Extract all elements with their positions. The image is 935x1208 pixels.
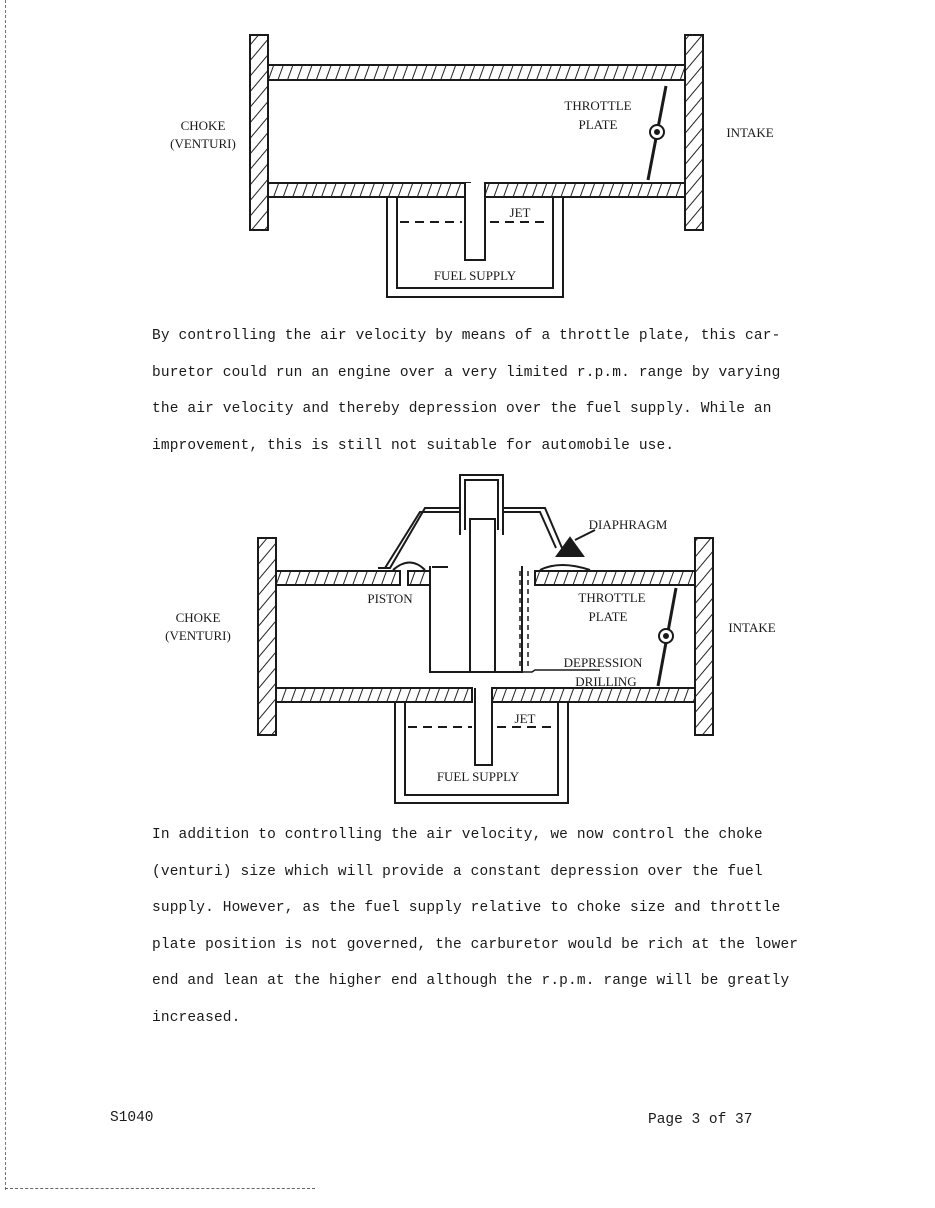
label-plate: PLATE [588,609,628,624]
right-flange [695,538,713,735]
label-choke: CHOKE [180,118,226,133]
label-intake: INTAKE [728,620,776,635]
piston-rod [470,519,495,672]
top-wall [268,65,685,80]
label-choke: CHOKE [175,610,221,625]
label-plate: PLATE [578,117,618,132]
document-id: S1040 [110,1110,154,1126]
bottom-wall-left [276,688,472,702]
bottom-wall-right [492,688,695,702]
paragraph-throttle-plate: By controlling the air velocity by means of a throttle plate, this car- buretor could run an engine over a very limited r.p.m. range by varying the air velocity and thereby depression over the fuel supply. While an improvement, this is still not suitable for automobile use. [152,328,781,454]
bottom-wall-left [268,183,470,197]
label-intake: INTAKE [726,125,774,140]
diaphragm-left [393,563,425,571]
left-flange [258,538,276,735]
label-venturi: (VENTURI) [165,628,231,643]
label-throttle: THROTTLE [578,590,646,605]
bottom-wall-right [485,183,685,197]
left-flange [250,35,268,230]
label-fuel-supply: FUEL SUPPLY [433,268,517,283]
jet-tube [465,183,485,260]
label-throttle: THROTTLE [564,98,632,113]
label-jet: JET [514,711,536,726]
top-wall-right [535,571,695,585]
diagram-simple-carburetor [250,35,703,297]
label-depression: DEPRESSION [563,655,643,670]
top-wall-left [276,571,400,585]
label-venturi: (VENTURI) [170,136,236,151]
paragraph-choke-control: In addition to controlling the air velocity, we now control the choke (venturi) size which will provide a constant depression over the fuel supply. However, as the fuel supply relative to choke size and throttle plate position is not governed, the carburetor would be rich at the lower end and lean at the higher end although the r.p.m. range will be greatly increased. [152,827,799,1026]
label-diaphragm: DIAPHRAGM [588,517,668,532]
label-jet: JET [509,205,531,220]
page-number: Page 3 of 37 [648,1112,753,1128]
label-drilling: DRILLING [575,674,637,689]
label-fuel-supply: FUEL SUPPLY [436,769,520,784]
right-flange [685,35,703,230]
label-piston: PISTON [367,591,413,606]
jet-tube [475,688,492,765]
diaphragm-right [540,565,590,570]
